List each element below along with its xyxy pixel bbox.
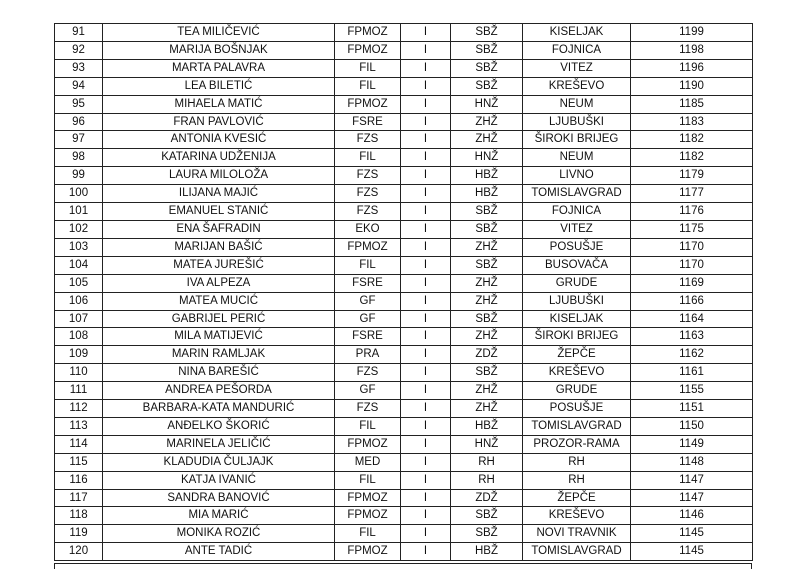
student-name-cell: MARIJAN BAŠIĆ bbox=[103, 238, 335, 256]
rank-number-cell: 114 bbox=[55, 435, 103, 453]
faculty-cell: FIL bbox=[335, 256, 401, 274]
student-name-cell: SANDRA BANOVIĆ bbox=[103, 489, 335, 507]
city-cell: KREŠEVO bbox=[523, 364, 631, 382]
points-cell: 1175 bbox=[631, 220, 753, 238]
canton-cell: ZHŽ bbox=[451, 274, 523, 292]
study-year-cell: I bbox=[401, 131, 451, 149]
page-top-margin bbox=[0, 0, 800, 16]
student-name-cell: ILIJANA MAJIĆ bbox=[103, 185, 335, 203]
rank-number-cell: 93 bbox=[55, 59, 103, 77]
faculty-cell: FIL bbox=[335, 525, 401, 543]
canton-cell: HBŽ bbox=[451, 185, 523, 203]
table-row bbox=[55, 131, 753, 149]
table-row bbox=[55, 364, 753, 382]
canton-cell: SBŽ bbox=[451, 310, 523, 328]
table-row bbox=[55, 346, 753, 364]
student-name-cell: KATJA IVANIĆ bbox=[103, 471, 335, 489]
canton-cell: HNŽ bbox=[451, 95, 523, 113]
student-name-cell: BARBARA-KATA MANDURIĆ bbox=[103, 400, 335, 418]
rank-number-cell: 118 bbox=[55, 507, 103, 525]
study-year-cell: I bbox=[401, 435, 451, 453]
city-cell: NOVI TRAVNIK bbox=[523, 525, 631, 543]
rank-number-cell: 91 bbox=[55, 24, 103, 42]
canton-cell: ZHŽ bbox=[451, 292, 523, 310]
points-cell: 1177 bbox=[631, 185, 753, 203]
rank-number-cell: 119 bbox=[55, 525, 103, 543]
city-cell: BUSOVAČA bbox=[523, 256, 631, 274]
points-cell: 1163 bbox=[631, 328, 753, 346]
canton-cell: ZHŽ bbox=[451, 382, 523, 400]
student-name-cell: ANĐELKO ŠKORIĆ bbox=[103, 417, 335, 435]
rank-number-cell: 116 bbox=[55, 471, 103, 489]
canton-cell: HNŽ bbox=[451, 149, 523, 167]
canton-cell: ZDŽ bbox=[451, 489, 523, 507]
faculty-cell: FIL bbox=[335, 59, 401, 77]
points-cell: 1164 bbox=[631, 310, 753, 328]
student-name-cell: NINA BAREŠIĆ bbox=[103, 364, 335, 382]
points-cell: 1162 bbox=[631, 346, 753, 364]
student-name-cell: MATEA MUCIĆ bbox=[103, 292, 335, 310]
table-row bbox=[55, 525, 753, 543]
study-year-cell: I bbox=[401, 292, 451, 310]
canton-cell: ZHŽ bbox=[451, 131, 523, 149]
student-name-cell: MARIN RAMLJAK bbox=[103, 346, 335, 364]
faculty-cell: FPMOZ bbox=[335, 238, 401, 256]
rank-number-cell: 96 bbox=[55, 113, 103, 131]
faculty-cell: FPMOZ bbox=[335, 41, 401, 59]
rank-number-cell: 97 bbox=[55, 131, 103, 149]
table-row bbox=[55, 41, 753, 59]
table-row bbox=[55, 543, 753, 561]
study-year-cell: I bbox=[401, 364, 451, 382]
student-name-cell: GABRIJEL PERIĆ bbox=[103, 310, 335, 328]
rank-number-cell: 92 bbox=[55, 41, 103, 59]
rank-number-cell: 103 bbox=[55, 238, 103, 256]
rank-number-cell: 98 bbox=[55, 149, 103, 167]
student-name-cell: IVA ALPEZA bbox=[103, 274, 335, 292]
ranking-table-container bbox=[54, 23, 752, 561]
points-cell: 1150 bbox=[631, 417, 753, 435]
faculty-cell: FZS bbox=[335, 400, 401, 418]
table-row bbox=[55, 274, 753, 292]
study-year-cell: I bbox=[401, 238, 451, 256]
canton-cell: SBŽ bbox=[451, 41, 523, 59]
student-name-cell: MATEA JUREŠIĆ bbox=[103, 256, 335, 274]
table-row bbox=[55, 382, 753, 400]
rank-number-cell: 110 bbox=[55, 364, 103, 382]
table-row bbox=[55, 256, 753, 274]
study-year-cell: I bbox=[401, 417, 451, 435]
rank-number-cell: 106 bbox=[55, 292, 103, 310]
points-cell: 1198 bbox=[631, 41, 753, 59]
city-cell: ŽEPČE bbox=[523, 489, 631, 507]
city-cell: LIVNO bbox=[523, 167, 631, 185]
table-row bbox=[55, 489, 753, 507]
study-year-cell: I bbox=[401, 274, 451, 292]
canton-cell: ZHŽ bbox=[451, 238, 523, 256]
student-name-cell: KLADUDIA ČULJAJK bbox=[103, 453, 335, 471]
rank-number-cell: 120 bbox=[55, 543, 103, 561]
city-cell: NEUM bbox=[523, 95, 631, 113]
student-name-cell: EMANUEL STANIĆ bbox=[103, 203, 335, 221]
table-row bbox=[55, 149, 753, 167]
city-cell: ŠIROKI BRIJEG bbox=[523, 328, 631, 346]
rank-number-cell: 105 bbox=[55, 274, 103, 292]
points-cell: 1182 bbox=[631, 149, 753, 167]
city-cell: LJUBUŠKI bbox=[523, 113, 631, 131]
study-year-cell: I bbox=[401, 77, 451, 95]
city-cell: RH bbox=[523, 471, 631, 489]
table-row bbox=[55, 453, 753, 471]
city-cell: KREŠEVO bbox=[523, 507, 631, 525]
city-cell: TOMISLAVGRAD bbox=[523, 417, 631, 435]
city-cell: GRUDE bbox=[523, 382, 631, 400]
city-cell: FOJNICA bbox=[523, 203, 631, 221]
table-row bbox=[55, 328, 753, 346]
canton-cell: ZHŽ bbox=[451, 113, 523, 131]
city-cell: PROZOR-RAMA bbox=[523, 435, 631, 453]
faculty-cell: FIL bbox=[335, 471, 401, 489]
points-cell: 1182 bbox=[631, 131, 753, 149]
ranking-table bbox=[54, 23, 753, 561]
study-year-cell: I bbox=[401, 543, 451, 561]
points-cell: 1147 bbox=[631, 471, 753, 489]
canton-cell: HBŽ bbox=[451, 543, 523, 561]
table-row bbox=[55, 220, 753, 238]
table-row bbox=[55, 95, 753, 113]
faculty-cell: PRA bbox=[335, 346, 401, 364]
table-row bbox=[55, 400, 753, 418]
student-name-cell: LEA BILETIĆ bbox=[103, 77, 335, 95]
city-cell: RH bbox=[523, 453, 631, 471]
student-name-cell: ANTE TADIĆ bbox=[103, 543, 335, 561]
study-year-cell: I bbox=[401, 203, 451, 221]
canton-cell: SBŽ bbox=[451, 77, 523, 95]
faculty-cell: FPMOZ bbox=[335, 24, 401, 42]
canton-cell: SBŽ bbox=[451, 525, 523, 543]
rank-number-cell: 113 bbox=[55, 417, 103, 435]
table-row bbox=[55, 292, 753, 310]
faculty-cell: MED bbox=[335, 453, 401, 471]
faculty-cell: GF bbox=[335, 310, 401, 328]
points-cell: 1179 bbox=[631, 167, 753, 185]
city-cell: TOMISLAVGRAD bbox=[523, 543, 631, 561]
points-cell: 1151 bbox=[631, 400, 753, 418]
rank-number-cell: 101 bbox=[55, 203, 103, 221]
points-cell: 1147 bbox=[631, 489, 753, 507]
faculty-cell: FSRE bbox=[335, 328, 401, 346]
study-year-cell: I bbox=[401, 149, 451, 167]
rank-number-cell: 111 bbox=[55, 382, 103, 400]
points-cell: 1183 bbox=[631, 113, 753, 131]
points-cell: 1170 bbox=[631, 238, 753, 256]
table-row bbox=[55, 507, 753, 525]
rank-number-cell: 104 bbox=[55, 256, 103, 274]
student-name-cell: MARIJA BOŠNJAK bbox=[103, 41, 335, 59]
city-cell: KISELJAK bbox=[523, 24, 631, 42]
city-cell: POSUŠJE bbox=[523, 238, 631, 256]
study-year-cell: I bbox=[401, 256, 451, 274]
study-year-cell: I bbox=[401, 24, 451, 42]
points-cell: 1176 bbox=[631, 203, 753, 221]
rank-number-cell: 100 bbox=[55, 185, 103, 203]
faculty-cell: FPMOZ bbox=[335, 95, 401, 113]
student-name-cell: MILA MATIJEVIĆ bbox=[103, 328, 335, 346]
table-row bbox=[55, 203, 753, 221]
table-row bbox=[55, 435, 753, 453]
study-year-cell: I bbox=[401, 185, 451, 203]
student-name-cell: MONIKA ROZIĆ bbox=[103, 525, 335, 543]
city-cell: GRUDE bbox=[523, 274, 631, 292]
points-cell: 1199 bbox=[631, 24, 753, 42]
canton-cell: ZHŽ bbox=[451, 400, 523, 418]
canton-cell: HNŽ bbox=[451, 435, 523, 453]
faculty-cell: FIL bbox=[335, 77, 401, 95]
table-row bbox=[55, 24, 753, 42]
points-cell: 1145 bbox=[631, 543, 753, 561]
student-name-cell: MARTA PALAVRA bbox=[103, 59, 335, 77]
city-cell: KREŠEVO bbox=[523, 77, 631, 95]
faculty-cell: FSRE bbox=[335, 113, 401, 131]
study-year-cell: I bbox=[401, 525, 451, 543]
rank-number-cell: 117 bbox=[55, 489, 103, 507]
study-year-cell: I bbox=[401, 95, 451, 113]
city-cell: LJUBUŠKI bbox=[523, 292, 631, 310]
faculty-cell: GF bbox=[335, 382, 401, 400]
faculty-cell: FIL bbox=[335, 149, 401, 167]
canton-cell: SBŽ bbox=[451, 256, 523, 274]
study-year-cell: I bbox=[401, 113, 451, 131]
ranking-table-body bbox=[55, 24, 753, 561]
table-row bbox=[55, 417, 753, 435]
study-year-cell: I bbox=[401, 400, 451, 418]
study-year-cell: I bbox=[401, 310, 451, 328]
canton-cell: SBŽ bbox=[451, 507, 523, 525]
student-name-cell: MIA MARIĆ bbox=[103, 507, 335, 525]
faculty-cell: FPMOZ bbox=[335, 507, 401, 525]
study-year-cell: I bbox=[401, 453, 451, 471]
student-name-cell: MARINELA JELIČIĆ bbox=[103, 435, 335, 453]
city-cell: NEUM bbox=[523, 149, 631, 167]
student-name-cell: KATARINA UDŽENIJA bbox=[103, 149, 335, 167]
table-continuation-edge bbox=[54, 563, 752, 569]
faculty-cell: FSRE bbox=[335, 274, 401, 292]
study-year-cell: I bbox=[401, 507, 451, 525]
canton-cell: HBŽ bbox=[451, 417, 523, 435]
faculty-cell: FZS bbox=[335, 167, 401, 185]
faculty-cell: FZS bbox=[335, 131, 401, 149]
canton-cell: RH bbox=[451, 471, 523, 489]
city-cell: POSUŠJE bbox=[523, 400, 631, 418]
study-year-cell: I bbox=[401, 382, 451, 400]
student-name-cell: TEA MILIČEVIĆ bbox=[103, 24, 335, 42]
points-cell: 1146 bbox=[631, 507, 753, 525]
study-year-cell: I bbox=[401, 220, 451, 238]
faculty-cell: FPMOZ bbox=[335, 543, 401, 561]
points-cell: 1196 bbox=[631, 59, 753, 77]
student-name-cell: ANTONIA KVESIĆ bbox=[103, 131, 335, 149]
table-row bbox=[55, 310, 753, 328]
study-year-cell: I bbox=[401, 59, 451, 77]
study-year-cell: I bbox=[401, 328, 451, 346]
faculty-cell: GF bbox=[335, 292, 401, 310]
canton-cell: SBŽ bbox=[451, 220, 523, 238]
rank-number-cell: 94 bbox=[55, 77, 103, 95]
canton-cell: SBŽ bbox=[451, 364, 523, 382]
rank-number-cell: 109 bbox=[55, 346, 103, 364]
canton-cell: SBŽ bbox=[451, 24, 523, 42]
points-cell: 1145 bbox=[631, 525, 753, 543]
points-cell: 1170 bbox=[631, 256, 753, 274]
faculty-cell: FIL bbox=[335, 417, 401, 435]
table-row bbox=[55, 167, 753, 185]
table-row bbox=[55, 59, 753, 77]
faculty-cell: EKO bbox=[335, 220, 401, 238]
faculty-cell: FPMOZ bbox=[335, 435, 401, 453]
canton-cell: ZHŽ bbox=[451, 328, 523, 346]
city-cell: ŽEPČE bbox=[523, 346, 631, 364]
faculty-cell: FPMOZ bbox=[335, 489, 401, 507]
points-cell: 1148 bbox=[631, 453, 753, 471]
canton-cell: ZDŽ bbox=[451, 346, 523, 364]
student-name-cell: LAURA MILOLOŽA bbox=[103, 167, 335, 185]
faculty-cell: FZS bbox=[335, 185, 401, 203]
city-cell: TOMISLAVGRAD bbox=[523, 185, 631, 203]
city-cell: ŠIROKI BRIJEG bbox=[523, 131, 631, 149]
table-row bbox=[55, 471, 753, 489]
points-cell: 1149 bbox=[631, 435, 753, 453]
points-cell: 1155 bbox=[631, 382, 753, 400]
student-name-cell: MIHAELA MATIĆ bbox=[103, 95, 335, 113]
table-row bbox=[55, 113, 753, 131]
student-name-cell: ENA ŠAFRADIN bbox=[103, 220, 335, 238]
canton-cell: RH bbox=[451, 453, 523, 471]
table-row bbox=[55, 185, 753, 203]
faculty-cell: FZS bbox=[335, 203, 401, 221]
rank-number-cell: 99 bbox=[55, 167, 103, 185]
canton-cell: HBŽ bbox=[451, 167, 523, 185]
study-year-cell: I bbox=[401, 167, 451, 185]
city-cell: FOJNICA bbox=[523, 41, 631, 59]
city-cell: KISELJAK bbox=[523, 310, 631, 328]
study-year-cell: I bbox=[401, 471, 451, 489]
faculty-cell: FZS bbox=[335, 364, 401, 382]
table-row bbox=[55, 77, 753, 95]
rank-number-cell: 107 bbox=[55, 310, 103, 328]
study-year-cell: I bbox=[401, 489, 451, 507]
table-row bbox=[55, 238, 753, 256]
rank-number-cell: 115 bbox=[55, 453, 103, 471]
rank-number-cell: 102 bbox=[55, 220, 103, 238]
study-year-cell: I bbox=[401, 346, 451, 364]
points-cell: 1190 bbox=[631, 77, 753, 95]
rank-number-cell: 108 bbox=[55, 328, 103, 346]
city-cell: VITEZ bbox=[523, 220, 631, 238]
rank-number-cell: 95 bbox=[55, 95, 103, 113]
points-cell: 1166 bbox=[631, 292, 753, 310]
student-name-cell: ANDREA PEŠORDA bbox=[103, 382, 335, 400]
rank-number-cell: 112 bbox=[55, 400, 103, 418]
student-name-cell: FRAN PAVLOVIĆ bbox=[103, 113, 335, 131]
canton-cell: SBŽ bbox=[451, 203, 523, 221]
points-cell: 1161 bbox=[631, 364, 753, 382]
study-year-cell: I bbox=[401, 41, 451, 59]
canton-cell: SBŽ bbox=[451, 59, 523, 77]
points-cell: 1169 bbox=[631, 274, 753, 292]
city-cell: VITEZ bbox=[523, 59, 631, 77]
points-cell: 1185 bbox=[631, 95, 753, 113]
